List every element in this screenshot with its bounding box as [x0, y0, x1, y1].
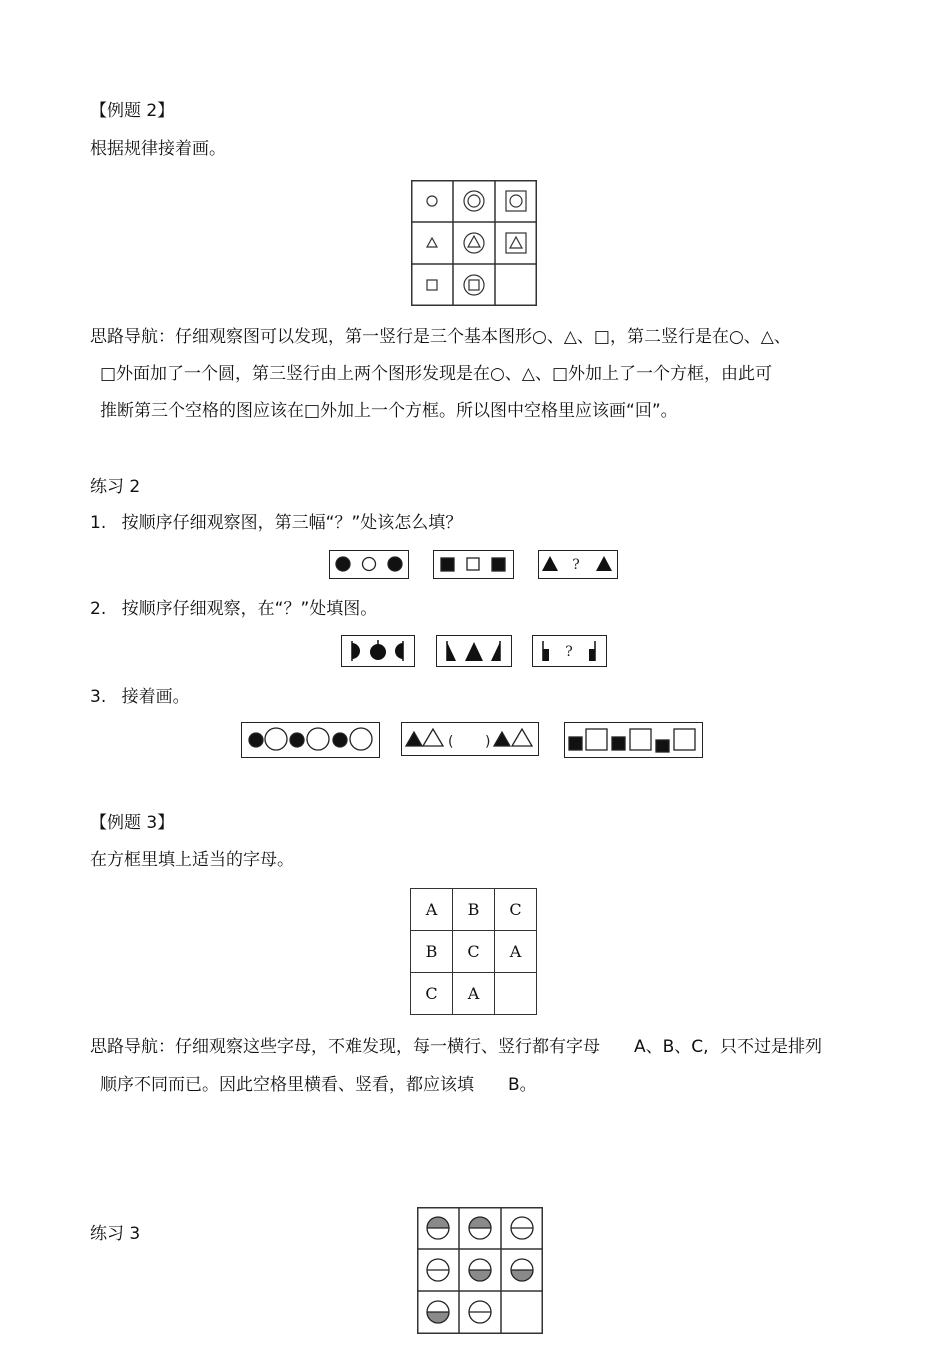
shaded-bottom-half [511, 1270, 533, 1281]
question-number: 2. [90, 599, 107, 619]
small-filled-square-icon [656, 740, 669, 752]
analysis-answer: B。 [508, 1075, 537, 1095]
example3-analysis-line2 [100, 1074, 537, 1096]
big-hollow-square-icon [630, 729, 651, 750]
practice2-title: 练习 2 [90, 477, 141, 497]
q2-panel-triangles [436, 635, 512, 667]
q3-panel-squares [564, 722, 703, 758]
half-triangle-left-icon [491, 642, 500, 661]
hollow-triangle-icon [512, 729, 532, 746]
triangle-icon [427, 238, 437, 247]
filled-triangle-icon [494, 732, 510, 746]
shaded-top-half [469, 1217, 491, 1228]
filled-circle-icon [336, 557, 350, 571]
filled-circle-icon [388, 557, 402, 571]
half-rect-right-icon [543, 649, 549, 661]
half-shaded-circle-icon [511, 1259, 533, 1281]
big-hollow-square-icon [586, 729, 607, 750]
half-shaded-circle-icon [469, 1217, 491, 1239]
half-triangle-right-icon [447, 642, 456, 661]
triangle-in-circle-icon [464, 233, 484, 253]
grid-cell: B [453, 889, 495, 931]
grid-cell: B [411, 931, 453, 973]
practice3-figure-grid [417, 1207, 543, 1334]
shaded-top-half [427, 1217, 449, 1228]
practice2-q3-question [90, 686, 190, 708]
unknown-mark: ? [572, 557, 580, 573]
question-text: 接着画。 [121, 687, 190, 707]
analysis-text-end: 只不过是排列 [719, 1037, 822, 1057]
full-circle-icon [370, 644, 386, 660]
hollow-triangle-icon [423, 729, 443, 746]
filled-square-icon [492, 558, 505, 571]
q3-panel-triangles [401, 722, 539, 756]
q2-panel-rectangles [532, 635, 607, 667]
q1-panel-squares [433, 550, 514, 579]
small-filled-circle-icon [249, 733, 263, 747]
filled-triangle-icon [406, 732, 422, 746]
half-shaded-circle-icon [469, 1259, 491, 1281]
practice2-q1-question [90, 512, 462, 534]
full-triangle-icon [465, 642, 483, 661]
grid-cell: C [453, 931, 495, 973]
small-filled-square-icon [569, 737, 582, 750]
example2-analysis-line1: 思路导航：仔细观察图可以发现，第一竖行是三个基本图形○、△、□，第二竖行是在○、△、 [90, 327, 791, 347]
triangle-in-square-icon [506, 233, 526, 253]
filled-triangle-icon [596, 556, 612, 571]
example3-letter-grid [410, 888, 537, 1015]
q1-panel-triangles [538, 550, 618, 579]
blank-open-paren: ( [448, 734, 454, 750]
q1-panel-circles [329, 550, 409, 579]
big-hollow-circle-icon [350, 728, 372, 750]
half-shaded-circle-icon [427, 1259, 449, 1281]
grid-cell-blank [495, 973, 537, 1015]
q3-panel-circles [241, 722, 380, 758]
circle-in-circle-icon [464, 191, 484, 211]
filled-square-icon [441, 558, 454, 571]
shaded-bottom-half [469, 1270, 491, 1281]
big-hollow-circle-icon [307, 728, 329, 750]
small-filled-circle-icon [333, 733, 347, 747]
analysis-text: 思路导航：仔细观察这些字母，不难发现，每一横行、竖行都有字母 [90, 1037, 600, 1057]
half-shaded-circle-icon [469, 1301, 491, 1323]
small-filled-square-icon [612, 737, 625, 750]
question-text: 按顺序仔细观察图，第三幅“？”处该怎么填？ [121, 513, 463, 533]
question-text: 按顺序仔细观察，在“？”处填图。 [121, 599, 378, 619]
hollow-square-icon [467, 558, 479, 570]
half-shaded-circle-icon [511, 1217, 533, 1239]
analysis-letters: A、B、C, [634, 1037, 709, 1057]
big-hollow-square-icon [674, 729, 695, 750]
grid-cell: C [495, 889, 537, 931]
question-number: 1. [90, 513, 107, 533]
grid-cell: C [411, 973, 453, 1015]
grid-cell: A [495, 931, 537, 973]
circle-icon [427, 196, 437, 206]
example2-analysis-line3: 推断第三个空格的图应该在□外加上一个方框。所以图中空格里应该画“回”。 [100, 401, 678, 421]
example2-title: 【例题 2】 [90, 101, 175, 121]
q2-panel-circles [341, 635, 415, 667]
circle-in-square-icon [506, 191, 526, 211]
half-shaded-circle-icon [427, 1217, 449, 1239]
example3-instruction: 在方框里填上适当的字母。 [90, 850, 294, 870]
example3-title: 【例题 3】 [90, 813, 175, 833]
blank-close-paren: ) [485, 734, 491, 750]
half-circle-right-icon [352, 643, 360, 659]
example3-analysis-line1 [90, 1036, 822, 1058]
practice2-q2-question [90, 598, 377, 620]
grid-cell: A [411, 889, 453, 931]
shaded-bottom-half [427, 1312, 449, 1323]
square-in-circle-icon [464, 275, 484, 295]
half-rect-left-icon [589, 649, 595, 661]
big-hollow-circle-icon [265, 728, 287, 750]
square-icon [427, 280, 437, 290]
question-number: 3. [90, 687, 107, 707]
grid-cell: A [453, 973, 495, 1015]
example2-analysis-line2: □外面加了一个圆，第三竖行由上两个图形发现是在○、△、□外加上了一个方框，由此可 [100, 364, 773, 384]
example2-instruction: 根据规律接着画。 [90, 139, 226, 159]
analysis-text: 顺序不同而已。因此空格里横看、竖看，都应该填 [100, 1075, 474, 1095]
half-shaded-circle-icon [427, 1301, 449, 1323]
unknown-mark: ? [565, 644, 573, 660]
practice3-title: 练习 3 [90, 1224, 141, 1244]
half-circle-left-icon [395, 643, 403, 659]
filled-triangle-icon [542, 556, 558, 571]
example2-figure-grid [411, 180, 537, 306]
hollow-circle-icon [363, 558, 376, 571]
small-filled-circle-icon [290, 733, 304, 747]
